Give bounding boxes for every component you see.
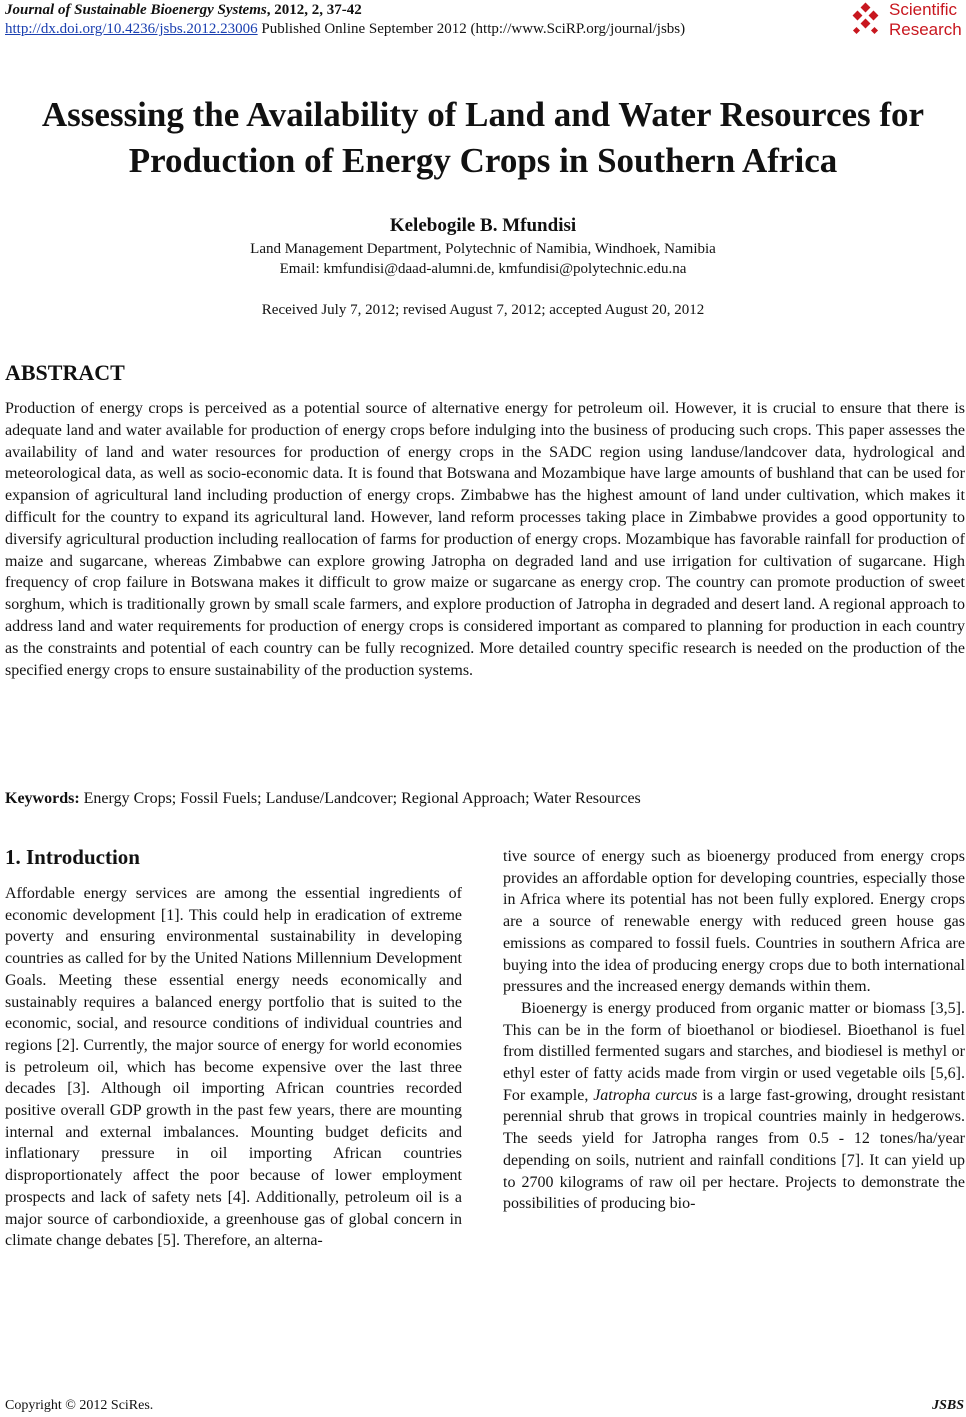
doi-line — [5, 21, 685, 38]
title-line-2: Production of Energy Crops in Southern Africa — [128, 141, 838, 180]
journal-title: Journal of Sustainable Bioenergy Systems — [5, 2, 267, 18]
journal-abbrev: JSBS — [932, 1398, 964, 1413]
logo-line-2: Research — [889, 20, 962, 39]
section-heading-introduction: 1. Introduction — [5, 845, 140, 869]
intro-paragraph-3 — [503, 998, 965, 1215]
published-text: Published Online September 2012 (http://www.SciRP.org/journal/jsbs) — [257, 21, 686, 37]
para3-part-a: Bioenergy is energy produced from organic matter or biomass [3,5]. This can be in the form of bioethanol or biodiesel. Bioethanol is fuel from distilled fermented sugars and starches, and biodiesel is methyl or ethyl ester of fatty acids made from virgin or used vegetable oils [5,6]. For example, — [503, 999, 965, 1104]
left-column — [5, 883, 462, 1252]
author-email: Email: kmfundisi@daad-alumni.de, kmfundisi@polytechnic.edu.na — [279, 261, 687, 277]
intro-paragraph-1: Affordable energy services are among the essential ingredients of economic development [1]. This could help in eradication of extreme poverty and ensuring environmental sustainability in developing countries as called for by the United Nations Millennium Development Goals. Meeting these essential energy needs economically and sustainably requires a balanced energy portfolio that is suited to the economic, social, and resource conditions of individual countries and regions [2]. Currently, the major source of energy for world economies is petroleum oil, which has become expensive over the last three decades [3]. Although oil importing African countries recorded positive overall GDP growth in the past few years, there are mounting internal and external imbalances. Mounting budget deficits and inflationary pressure in oil importing African countries disproportionately affect the poor because of lower employment prospects and lack of safety nets [4]. Additionally, petroleum oil is a major source of carbondioxide, a greenhouse gas of global concern in climate change debates [5]. Therefore, an alterna- — [5, 885, 462, 1250]
title-line-1: Assessing the Availability of Land and Water Resources for — [41, 95, 925, 134]
affiliation: Land Management Department, Polytechnic of Namibia, Windhoek, Namibia — [250, 241, 716, 257]
keywords-text: Energy Crops; Fossil Fuels; Landuse/Landcover; Regional Approach; Water Resources — [79, 790, 641, 807]
doi-link[interactable]: http://dx.doi.org/10.4236/jsbs.2012.23006 — [5, 21, 258, 37]
journal-header — [5, 2, 362, 19]
copyright: Copyright © 2012 SciRes. — [5, 1398, 154, 1413]
para3-part-b: is a large fast-growing, drought resistant perennial shrub that grows in tropical countries mainly in hedgerows. The seeds yield for Jatropha ranges from 0.5 - 12 tones/ha/year depending on soils, nutrient and rainfall conditions [7]. It can yield up to 2700 kilograms of raw oil per hectare. Projects to demonstrate the possibilities of producing bio- — [503, 1086, 965, 1213]
keywords — [5, 790, 641, 808]
keywords-label: Keywords: — [5, 790, 80, 807]
abstract-text: Production of energy crops is perceived as a potential source of alternative energy for petroleum oil. However, it is crucial to ensure that there is adequate land and water available for production of energy crops before indulging into the business of producing such crops. This paper assesses the availability of land and water resources for production of energy crops in the SADC region using landuse/landcover data, hydrological and meteorological data, as well as socio-economic data. It is found that Botswana and Mozambique have large amounts of bushland that can be used for expansion of agricultural land including production of energy crops. Zimbabwe has the highest amount of land under cultivation, which makes it difficult for the country to expand its agricultural land. However, land reform processes taking place in Zimbabwe provides a good opportunity to diversify agricultural production including reallocation of farms for production of energy crops. Mozambique has favorable rainfall for production of maize and sugarcane, whereas Zimbabwe can explore growing Jatropha on degraded land and use irrigation for cultivation of sugarcane. High frequency of crop failure in Botswana makes it difficult to grow maize or sugarcane as energy crop. The country can promote production of sweet sorghum, which is traditionally grown by small scale farmers, and explore production of Jatropha in degraded and desert land. A regional approach to address land and water requirements for production of energy crops is considered important as compared to planning for production in each country as the constraints and potential of each country can be fully recognized. More detailed country specific research is needed on the production of the specified energy crops to ensure sustainability of the production systems. — [5, 400, 965, 679]
abstract-heading: ABSTRACT — [5, 360, 125, 385]
paper-title — [0, 92, 966, 184]
intro-paragraph-2: tive source of energy such as bioenergy produced from energy crops provides an affordable option for developing countries, especially those in Africa where its potential has not been fully explored. Energy crops are a source of renewable energy with reduced green house gas emissions as compared to fossil fuels. Countries in southern Africa are buying into the idea of producing energy crops due to both international pressures and the increased energy demands within them. — [503, 848, 965, 996]
species-name: Jatropha curcus — [593, 1086, 698, 1104]
volume-info: , 2012, 2, 37-42 — [266, 2, 362, 18]
received-dates: Received July 7, 2012; revised August 7, 2012; accepted August 20, 2012 — [261, 302, 705, 318]
right-column — [503, 846, 965, 1215]
author-name: Kelebogile B. Mfundisi — [389, 215, 577, 236]
logo-line-1: Scientific — [889, 0, 958, 19]
logo-text — [889, 0, 962, 40]
logo-icon — [848, 2, 888, 42]
